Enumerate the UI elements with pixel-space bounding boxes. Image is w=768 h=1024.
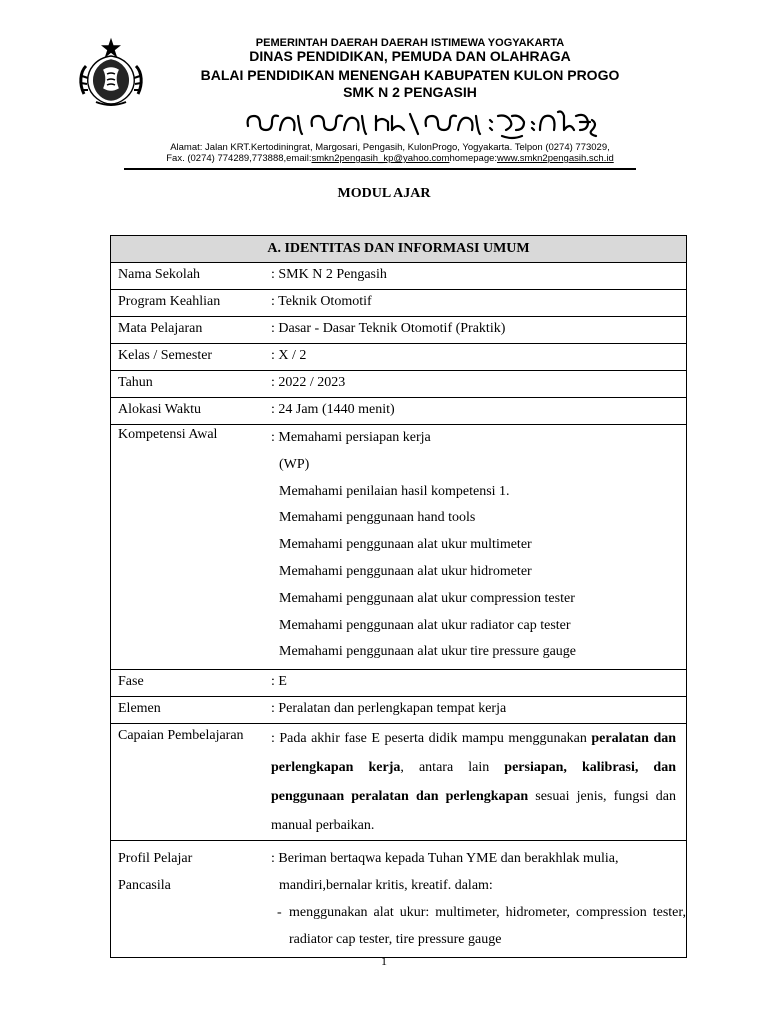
row-label-kompetensi-awal: Kompetensi Awal xyxy=(111,425,264,670)
list-item: Memahami penggunaan alat ukur tire pressure gauge xyxy=(279,644,577,660)
list-item: Memahami penggunaan alat ukur radiator cap tester xyxy=(279,617,571,633)
profil-label-line-1: Profil Pelajar xyxy=(118,851,193,867)
row-value-nama-sekolah: : SMK N 2 Pengasih xyxy=(263,263,687,290)
row-value-fase: : E xyxy=(263,670,687,697)
table-row xyxy=(111,371,687,398)
page-number: 1 xyxy=(381,954,387,968)
list-item: Memahami penggunaan alat ukur compression tester xyxy=(279,590,575,606)
row-value-capaian xyxy=(263,724,687,841)
kop-line-dinas: DINAS PENDIDIKAN, PEMUDA DAN OLAHRAGA xyxy=(249,48,571,64)
capaian-text xyxy=(271,724,676,840)
document-title: MODUL AJAR xyxy=(337,186,431,201)
list-item: Memahami penggunaan alat ukur multimeter xyxy=(279,537,532,553)
row-label-nama-sekolah: Nama Sekolah xyxy=(111,263,264,290)
capaian-text-2: , antara lain xyxy=(400,760,505,776)
row-value-profil xyxy=(263,841,687,958)
row-label-profil xyxy=(111,841,264,958)
email-link[interactable]: smkn2pengasih_kp@yahoo.com xyxy=(311,153,450,164)
profil-bullet-text: menggunakan alat ukur: multimeter, hidrometer, compression tester, radiator cap tester, tire pressure gauge xyxy=(289,905,686,948)
identitas-table xyxy=(110,235,687,958)
list-item: Memahami penilaian hasil kompetensi 1. xyxy=(279,483,510,499)
list-item: (WP) xyxy=(279,456,310,472)
table-row xyxy=(111,670,687,697)
profil-label-line-2: Pancasila xyxy=(118,878,171,894)
row-value-kelas-semester: : X / 2 xyxy=(263,344,687,371)
capaian-bold-1: peralatan dan perlengkapan kerja xyxy=(271,731,677,776)
row-label-fase: Fase xyxy=(111,670,264,697)
table-row xyxy=(111,841,687,958)
row-label-mata-pelajaran: Mata Pelajaran xyxy=(111,317,264,344)
table-row xyxy=(111,344,687,371)
row-label-alokasi-waktu: Alokasi Waktu xyxy=(111,398,264,425)
row-label-elemen: Elemen xyxy=(111,697,264,724)
kop-line-pemerintah: PEMERINTAH DAERAH DAERAH ISTIMEWA YOGYAKARTA xyxy=(255,37,565,49)
row-label-kelas-semester: Kelas / Semester xyxy=(111,344,264,371)
fax-email-prefix: Fax. (0274) 774289,773888,email: xyxy=(166,153,312,164)
list-item: Memahami penggunaan alat ukur hidrometer xyxy=(279,563,532,579)
table-row xyxy=(111,263,687,290)
javanese-script-icon xyxy=(240,102,600,142)
table-row xyxy=(111,290,687,317)
table-row xyxy=(111,724,687,841)
letterhead-divider xyxy=(124,168,636,170)
row-label-tahun: Tahun xyxy=(111,371,264,398)
row-label-program-keahlian: Program Keahlian xyxy=(111,290,264,317)
contact-line xyxy=(100,153,680,164)
list-item: Memahami penggunaan hand tools xyxy=(279,510,476,526)
homepage-link[interactable]: www.smkn2pengasih.sch.id xyxy=(497,153,614,164)
table-row xyxy=(111,425,687,670)
capaian-text-1: : Pada akhir fase E peserta didik mampu menggunakan xyxy=(271,731,592,747)
address-line: Alamat: Jalan KRT.Kertodiningrat, Margosari, Pengasih, KulonProgo, Yogyakarta. Telpon (0274) 773029, xyxy=(170,142,610,153)
dash-bullet: - xyxy=(277,905,282,921)
row-label-capaian: Capaian Pembelajaran xyxy=(111,724,264,841)
row-value-tahun: : 2022 / 2023 xyxy=(263,371,687,398)
capaian-bold-2: persiapan, kalibrasi, dan penggunaan peralatan dan perlengkapan xyxy=(271,760,677,805)
kompetensi-first-line: : Memahami persiapan kerja xyxy=(271,430,431,445)
row-value-alokasi-waktu: : 24 Jam (1440 menit) xyxy=(263,398,687,425)
row-value-program-keahlian: : Teknik Otomotif xyxy=(263,290,687,317)
profil-line-2: mandiri,bernalar kritis, kreatif. dalam: xyxy=(279,878,493,894)
table-row xyxy=(111,697,687,724)
profil-bullet xyxy=(271,899,686,953)
yogyakarta-crest-icon xyxy=(76,36,146,108)
row-value-kompetensi-awal xyxy=(263,425,687,670)
capaian-text-3: sesuai jenis, fungsi dan manual perbaikan. xyxy=(271,789,677,834)
homepage-label: homepage: xyxy=(449,153,498,164)
kop-line-sekolah: SMK N 2 PENGASIH xyxy=(343,84,477,100)
row-value-elemen: : Peralatan dan perlengkapan tempat kerja xyxy=(263,697,687,724)
kop-line-balai: BALAI PENDIDIKAN MENENGAH KABUPATEN KULON PROGO xyxy=(200,67,620,83)
row-value-mata-pelajaran: : Dasar - Dasar Teknik Otomotif (Praktik) xyxy=(263,317,687,344)
table-row xyxy=(111,398,687,425)
profil-line-1: : Beriman bertaqwa kepada Tuhan YME dan berakhlak mulia, xyxy=(271,851,619,867)
table-row xyxy=(111,317,687,344)
section-title: A. IDENTITAS DAN INFORMASI UMUM xyxy=(111,236,687,263)
